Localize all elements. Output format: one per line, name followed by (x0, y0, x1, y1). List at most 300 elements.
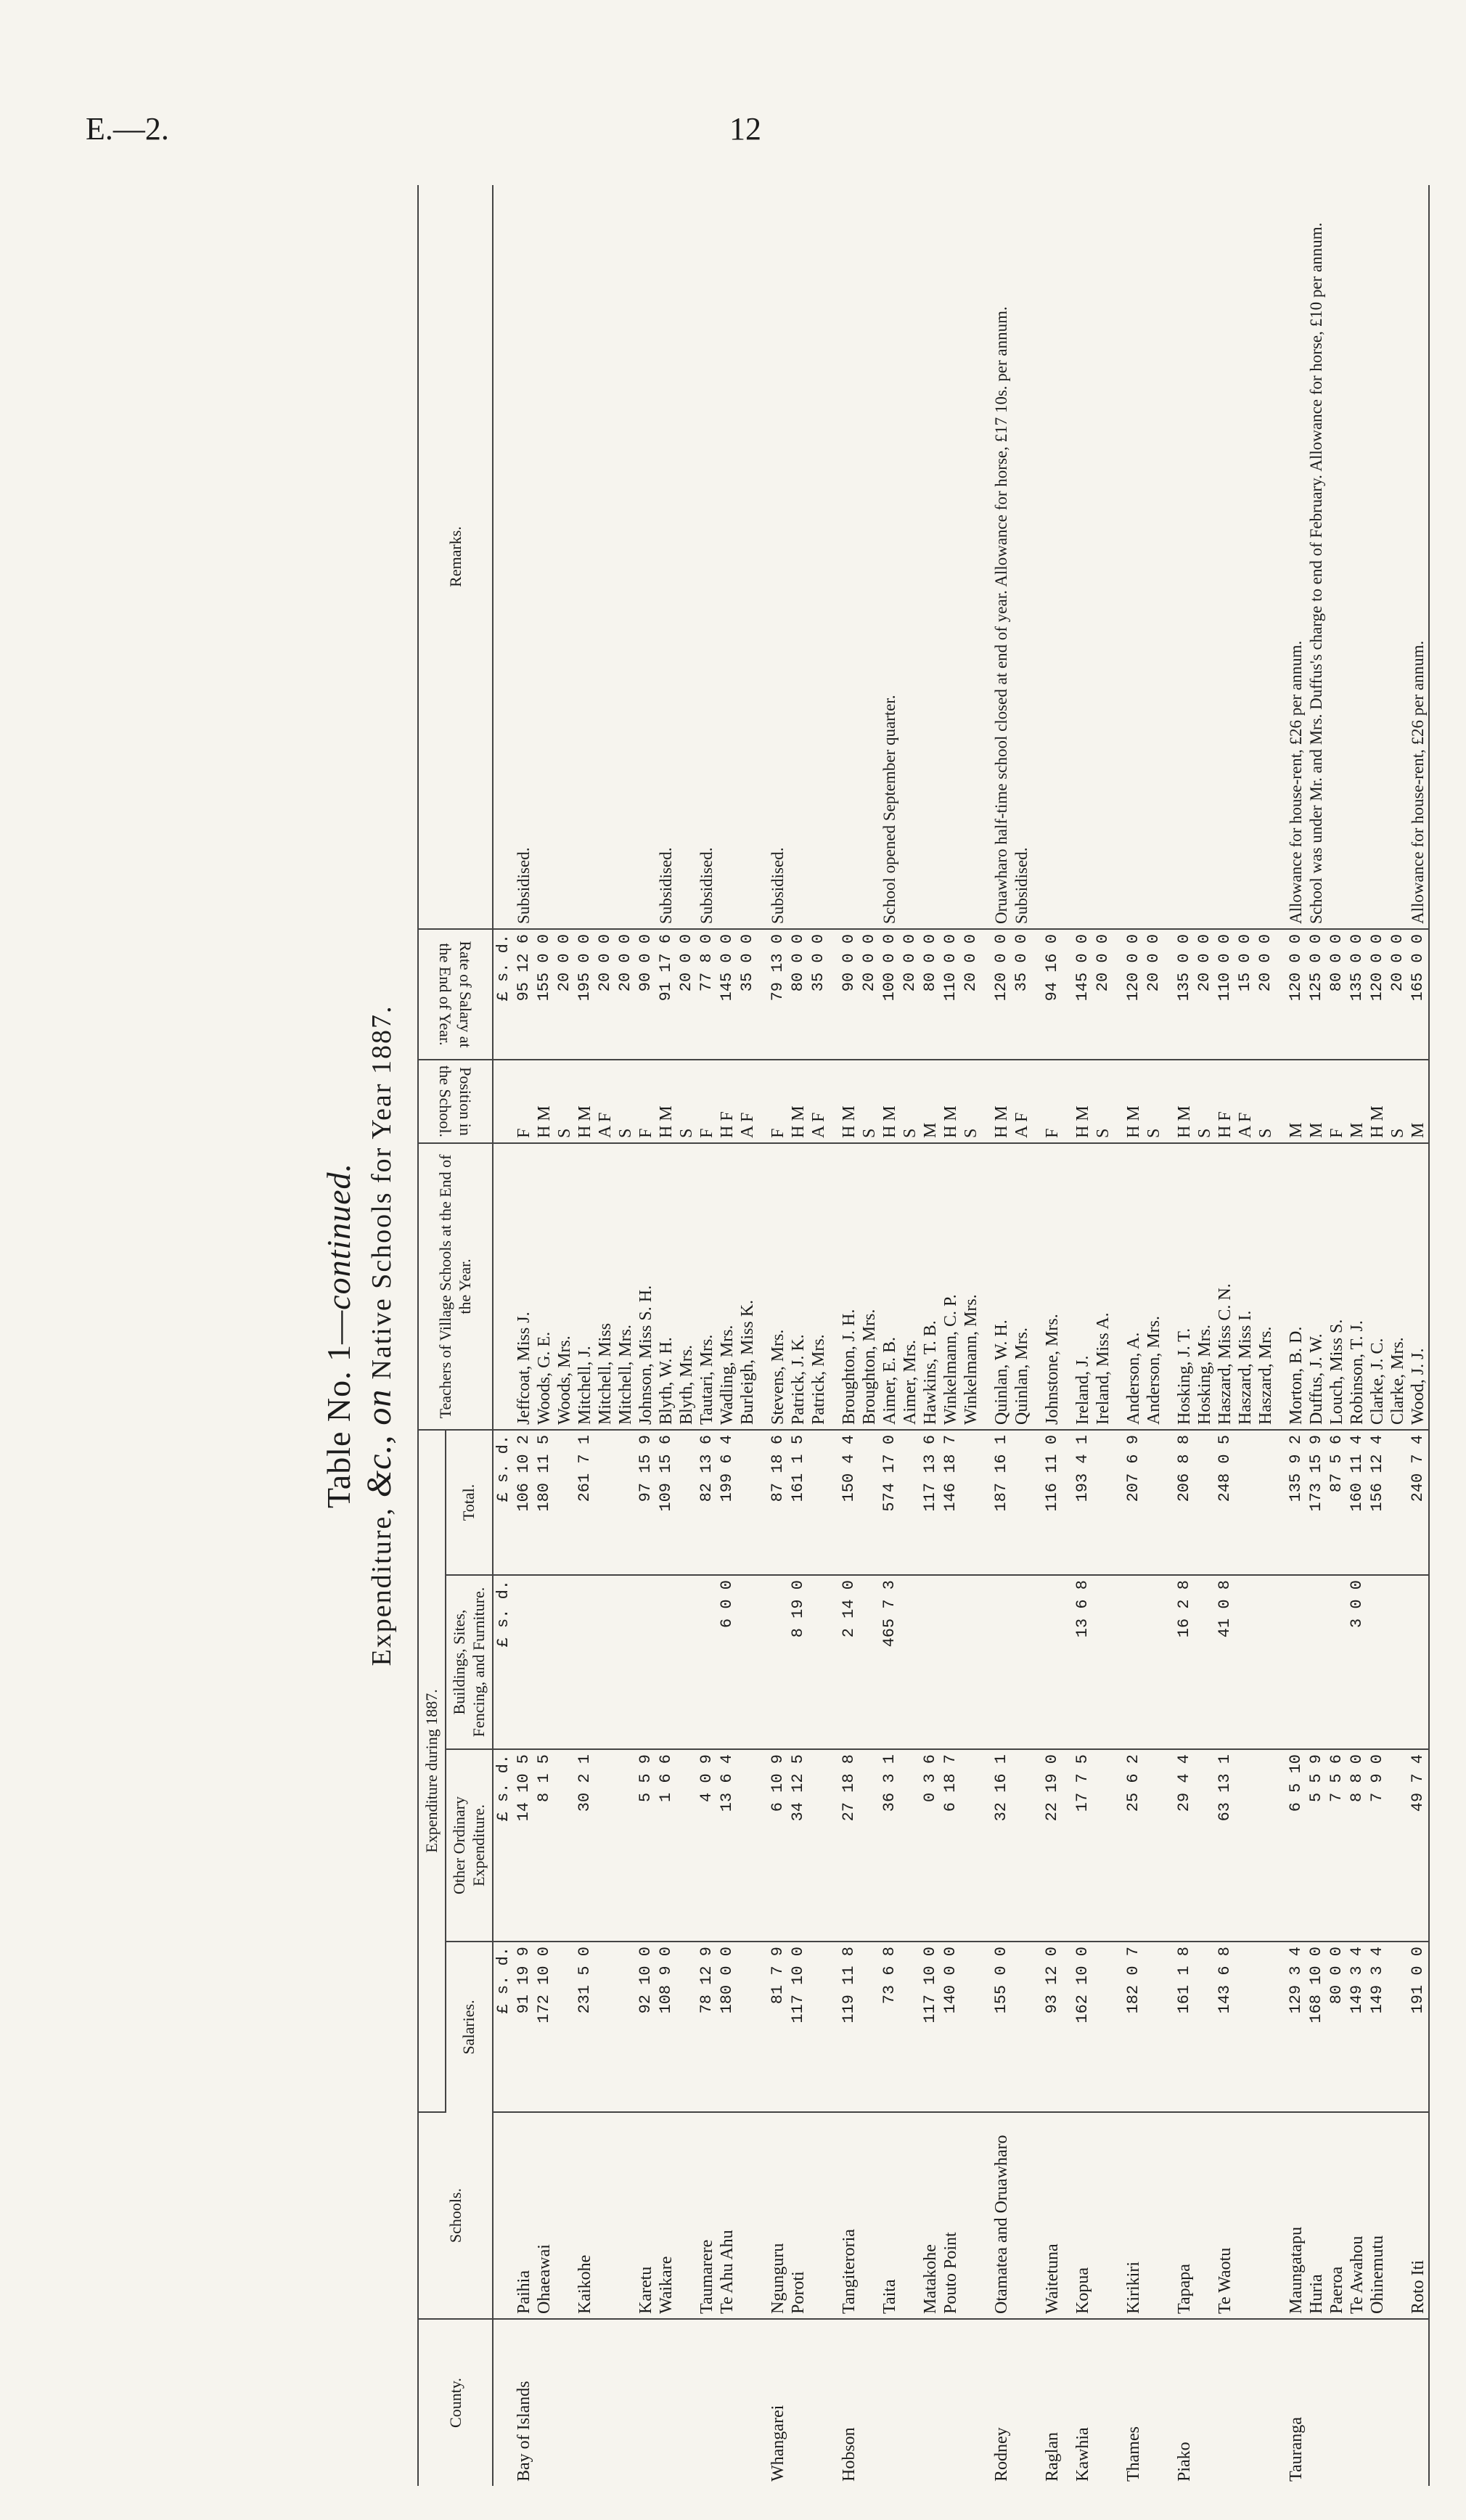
buildings-cell (1306, 1575, 1327, 1749)
county-cell (615, 2319, 636, 2486)
spacer-cell (981, 1143, 991, 1430)
school-cell: Taumarere (697, 2112, 717, 2319)
spacer-cell (1062, 1942, 1073, 2112)
spacer-cell (829, 2319, 839, 2486)
spacer-cell (758, 2112, 768, 2319)
group-spacer-row (1164, 185, 1174, 2486)
county-cell: Hobson (839, 2427, 859, 2482)
spacer-cell (829, 1143, 839, 1430)
rate-cell: 20 0 0 (859, 929, 880, 1060)
rate-cell: 20 0 0 (1195, 929, 1215, 1060)
spacer-cell (1113, 1060, 1123, 1143)
salaries-cell: 108 9 0 (656, 1942, 676, 2112)
remarks-cell (1327, 185, 1347, 929)
spacer-cell (758, 1749, 768, 1942)
total-cell (859, 1430, 880, 1575)
position-cell: A F (808, 1060, 829, 1143)
remarks-cell (1367, 185, 1388, 929)
rate-cell: 80 0 0 (788, 929, 808, 1060)
county-cell (595, 2319, 615, 2486)
table-row (1093, 185, 1113, 2486)
remarks-cell (839, 185, 859, 929)
teacher-cell: Johnstone, Mrs. (1042, 1143, 1062, 1430)
teacher-cell: Stevens, Mrs. (768, 1143, 788, 1430)
salaries-cell: 172 10 0 (534, 1942, 554, 2112)
header-other: Other Ordinary Expenditure. (446, 1749, 493, 1942)
header-rate (418, 929, 493, 1060)
other-expenditure-cell (1093, 1749, 1113, 1942)
total-cell: 207 6 9 (1123, 1430, 1144, 1575)
salaries-cell (676, 1942, 697, 2112)
school-cell: Tangiteroria (839, 2112, 859, 2319)
school-cell (554, 2112, 575, 2319)
salaries-cell (1012, 1942, 1032, 2112)
header-position-label: Position in the School. (436, 1065, 475, 1137)
table-row (1073, 185, 1093, 2486)
table-row (1042, 185, 1062, 2486)
group-spacer-row (981, 185, 991, 2486)
school-cell: Ngunguru (768, 2112, 788, 2319)
teacher-cell: Woods, Mrs. (554, 1143, 575, 1430)
rate-cell: 90 0 0 (636, 929, 656, 1060)
spacer-cell (1032, 1575, 1042, 1749)
remarks-cell: Subsidised. (768, 185, 788, 929)
table-row (1347, 185, 1367, 2486)
spacer-cell (829, 1942, 839, 2112)
remarks-cell: Subsidised. (656, 185, 676, 929)
rate-cell: 120 0 0 (1286, 929, 1306, 1060)
spacer-cell (1276, 185, 1286, 929)
table-row (1235, 185, 1256, 2486)
remarks-cell (636, 185, 656, 929)
remarks-cell (1347, 185, 1367, 929)
table-row (1408, 185, 1429, 2486)
rate-cell: 79 13 0 (768, 929, 788, 1060)
teacher-cell: Woods, G. E. (534, 1143, 554, 1430)
total-cell: 193 4 1 (1073, 1430, 1093, 1575)
school-cell: Te Ahu Ahu (717, 2112, 737, 2319)
buildings-cell (1195, 1575, 1215, 1749)
county-cell (1256, 2319, 1276, 2486)
remarks-cell (615, 185, 636, 929)
county-cell (534, 2319, 554, 2486)
salaries-cell (737, 1942, 758, 2112)
other-expenditure-cell: 27 18 8 (839, 1749, 859, 1942)
salaries-cell (595, 1942, 615, 2112)
spacer-cell (1113, 2319, 1123, 2486)
teacher-cell: Winkelmann, Mrs. (961, 1143, 981, 1430)
salaries-cell: 92 10 0 (636, 1942, 656, 2112)
spacer-cell (1164, 1749, 1174, 1942)
salaries-cell: 93 12 0 (1042, 1942, 1062, 2112)
table-row (554, 185, 575, 2486)
spacer-cell (1062, 2319, 1073, 2486)
table-row (1286, 185, 1306, 2486)
table-row (1215, 185, 1235, 2486)
rate-cell: 20 0 0 (1093, 929, 1113, 1060)
table-row (1144, 185, 1164, 2486)
teacher-cell: Winkelmann, C. P. (941, 1143, 961, 1430)
buildings-cell (697, 1575, 717, 1749)
spacer-cell (1032, 929, 1042, 1060)
spacer-cell (1032, 1430, 1042, 1575)
salaries-cell (900, 1942, 920, 2112)
spacer-cell (1113, 1430, 1123, 1575)
salaries-cell (961, 1942, 981, 2112)
other-expenditure-cell: 32 16 1 (991, 1749, 1012, 1942)
buildings-cell (1144, 1575, 1164, 1749)
spacer-cell (1164, 1143, 1174, 1430)
position-cell: F (1327, 1060, 1347, 1143)
rate-cell: 35 0 0 (1012, 929, 1032, 1060)
table-row (514, 185, 534, 2486)
salaries-cell: 91 19 9 (514, 1942, 534, 2112)
table-row (697, 185, 717, 2486)
position-cell: H M (1123, 1060, 1144, 1143)
other-expenditure-cell: 30 2 1 (575, 1749, 595, 1942)
county-cell (859, 2319, 880, 2486)
buildings-cell (514, 1575, 534, 1749)
spacer-cell (1164, 1942, 1174, 2112)
teacher-cell: Broughton, J. H. (839, 1143, 859, 1430)
table-row (1174, 185, 1195, 2486)
total-cell: 156 12 4 (1367, 1430, 1388, 1575)
other-expenditure-cell: 8 8 0 (1347, 1749, 1367, 1942)
rate-cell: 110 0 0 (1215, 929, 1235, 1060)
county-cell: Tauranga (1286, 2417, 1306, 2482)
rate-cell: 20 0 0 (595, 929, 615, 1060)
salaries-cell (1144, 1942, 1164, 2112)
total-cell: 261 7 1 (575, 1430, 595, 1575)
county-cell (1347, 2319, 1367, 2486)
position-cell: S (1195, 1060, 1215, 1143)
salaries-cell: 231 5 0 (575, 1942, 595, 2112)
total-cell: 248 0 5 (1215, 1430, 1235, 1575)
remarks-cell: Subsidised. (1012, 185, 1032, 929)
spacer-cell (1113, 2112, 1123, 2319)
position-cell: S (1144, 1060, 1164, 1143)
subtitle-mid: &c., on (360, 1388, 398, 1498)
rotated-table-area (80, 174, 1428, 2497)
buildings-cell: 465 7 3 (880, 1575, 900, 1749)
expenditure-table (417, 185, 1430, 2486)
position-cell: F (697, 1060, 717, 1143)
table-row (717, 185, 737, 2486)
teacher-cell: Haszard, Mrs. (1256, 1143, 1276, 1430)
teacher-cell: Patrick, J. K. (788, 1143, 808, 1430)
group-spacer-row (758, 185, 768, 2486)
spacer-cell (758, 185, 768, 929)
spacer-cell (758, 929, 768, 1060)
spacer-cell (1113, 185, 1123, 929)
school-cell: Kopua (1073, 2112, 1093, 2319)
teacher-cell: Burleigh, Miss K. (737, 1143, 758, 1430)
county-cell (1235, 2319, 1256, 2486)
total-cell: 82 13 6 (697, 1430, 717, 1575)
teacher-cell: Jeffcoat, Miss J. (514, 1143, 534, 1430)
buildings-cell (534, 1575, 554, 1749)
other-expenditure-cell: 13 6 4 (717, 1749, 737, 1942)
spacer-cell (981, 1430, 991, 1575)
school-cell: Ohaeawai (534, 2112, 554, 2319)
position-cell: S (1388, 1060, 1408, 1143)
teacher-cell: Tautari, Mrs. (697, 1143, 717, 1430)
spacer-cell (1164, 185, 1174, 929)
salaries-cell (1093, 1942, 1113, 2112)
school-cell (1235, 2112, 1256, 2319)
spacer-cell (1062, 929, 1073, 1060)
other-expenditure-cell: 6 10 9 (768, 1749, 788, 1942)
county-cell (554, 2319, 575, 2486)
position-cell: A F (1012, 1060, 1032, 1143)
spacer-cell (1062, 185, 1073, 929)
rate-cell: 94 16 0 (1042, 929, 1062, 1060)
rate-cell: 165 0 0 (1408, 929, 1429, 1060)
rate-cell: 15 0 0 (1235, 929, 1256, 1060)
total-cell (595, 1430, 615, 1575)
buildings-cell (859, 1575, 880, 1749)
rate-cell: 120 0 0 (991, 929, 1012, 1060)
school-cell: Te Awahou (1347, 2112, 1367, 2319)
county-cell (1367, 2319, 1388, 2486)
school-cell (1195, 2112, 1215, 2319)
rate-cell: 20 0 0 (900, 929, 920, 1060)
rate-cell: 91 17 6 (656, 929, 676, 1060)
spacer-cell (758, 1143, 768, 1430)
spacer-cell (1276, 1942, 1286, 2112)
teacher-cell: Mitchell, J. (575, 1143, 595, 1430)
spacer-cell (1113, 1749, 1123, 1942)
spacer-cell (758, 2319, 768, 2486)
position-cell: A F (737, 1060, 758, 1143)
remarks-cell: School was under Mr. and Mrs. Duffus's charge to end of February. Allowance for horse, £10 per annum. (1306, 185, 1327, 929)
school-cell: Roto Iti (1408, 2112, 1429, 2319)
teacher-cell: Mitchell, Mrs. (615, 1143, 636, 1430)
header-row-1 (418, 185, 446, 2486)
buildings-cell: 16 2 8 (1174, 1575, 1195, 1749)
table-row (900, 185, 920, 2486)
table-row (961, 185, 981, 2486)
remarks-cell (737, 185, 758, 929)
remarks-cell (961, 185, 981, 929)
spacer-cell (1276, 1143, 1286, 1430)
position-cell: A F (1235, 1060, 1256, 1143)
rate-cell: 20 0 0 (615, 929, 636, 1060)
table-row (941, 185, 961, 2486)
other-expenditure-cell (900, 1749, 920, 1942)
teacher-cell: Quinlan, W. H. (991, 1143, 1012, 1430)
salaries-cell: 149 3 4 (1347, 1942, 1367, 2112)
buildings-cell (1256, 1575, 1276, 1749)
rate-cell: 100 0 0 (880, 929, 900, 1060)
table-row (1388, 185, 1408, 2486)
rate-cell: 35 0 0 (808, 929, 829, 1060)
salaries-cell: 155 0 0 (991, 1942, 1012, 2112)
position-cell: H M (575, 1060, 595, 1143)
other-expenditure-cell: 5 5 9 (636, 1749, 656, 1942)
total-cell (1388, 1430, 1408, 1575)
spacer-cell (1062, 2112, 1073, 2319)
page-reference: E.—2. (86, 111, 169, 147)
position-cell: S (859, 1060, 880, 1143)
total-cell: 161 1 5 (788, 1430, 808, 1575)
spacer-cell (981, 1749, 991, 1942)
other-expenditure-cell (554, 1749, 575, 1942)
teacher-cell: Aimer, Mrs. (900, 1143, 920, 1430)
total-cell: 87 18 6 (768, 1430, 788, 1575)
county-cell (1306, 2319, 1327, 2486)
other-expenditure-cell: 17 7 5 (1073, 1749, 1093, 1942)
table-row (575, 185, 595, 2486)
units-other: £ s. d. (493, 1749, 514, 1942)
units-cell-remarks (493, 185, 514, 929)
salaries-cell (615, 1942, 636, 2112)
teacher-cell: Robinson, T. J. (1347, 1143, 1367, 1430)
teacher-cell: Morton, B. D. (1286, 1143, 1306, 1430)
group-spacer-row (1113, 185, 1123, 2486)
spacer-cell (1164, 1430, 1174, 1575)
buildings-cell: 13 6 8 (1073, 1575, 1093, 1749)
other-expenditure-cell (859, 1749, 880, 1942)
school-cell: Waitetuna (1042, 2112, 1062, 2319)
school-cell (1388, 2112, 1408, 2319)
spacer-cell (758, 1942, 768, 2112)
salaries-cell: 168 10 0 (1306, 1942, 1327, 2112)
spacer-cell (981, 1575, 991, 1749)
remarks-cell (1093, 185, 1113, 929)
other-expenditure-cell: 14 10 5 (514, 1749, 534, 1942)
table-row (839, 185, 859, 2486)
position-cell: M (1408, 1060, 1429, 1143)
salaries-cell (1388, 1942, 1408, 2112)
header-total: Total. (446, 1430, 493, 1575)
county-cell (1388, 2319, 1408, 2486)
buildings-cell (1286, 1575, 1306, 1749)
buildings-cell: 41 0 8 (1215, 1575, 1235, 1749)
spacer-cell (1032, 2319, 1042, 2486)
position-cell: S (615, 1060, 636, 1143)
buildings-cell (575, 1575, 595, 1749)
salaries-cell (859, 1942, 880, 2112)
other-expenditure-cell (1012, 1749, 1032, 1942)
spacer-cell (758, 1575, 768, 1749)
header-rate-label: Rate of Salary at the End of Year. (436, 941, 475, 1048)
table-row (1195, 185, 1215, 2486)
county-cell (697, 2319, 717, 2486)
other-expenditure-cell: 7 5 6 (1327, 1749, 1347, 1942)
spacer-cell (1032, 1143, 1042, 1430)
total-cell (1144, 1430, 1164, 1575)
spacer-cell (1113, 1143, 1123, 1430)
school-cell: Kaikohe (575, 2112, 595, 2319)
position-cell: H M (1367, 1060, 1388, 1143)
remarks-cell (941, 185, 961, 929)
county-cell (880, 2319, 900, 2486)
total-cell: 206 8 8 (1174, 1430, 1195, 1575)
remarks-cell (1388, 185, 1408, 929)
county-cell (636, 2319, 656, 2486)
school-cell: Paihia (514, 2112, 534, 2319)
spacer-cell (1062, 1430, 1073, 1575)
spacer-cell (1113, 1575, 1123, 1749)
units-rate: £ s. d. (493, 929, 514, 1060)
table-row (788, 185, 808, 2486)
county-cell (941, 2319, 961, 2486)
header-expenditure: Expenditure during 1887. (418, 1430, 446, 2112)
subtitle-lead: Expenditure, (366, 1507, 397, 1666)
salaries-cell (554, 1942, 575, 2112)
table-row (859, 185, 880, 2486)
spacer-cell (1113, 1942, 1123, 2112)
spacer-cell (1276, 1060, 1286, 1143)
spacer-cell (1032, 185, 1042, 929)
remarks-cell (900, 185, 920, 929)
position-cell: M (1286, 1060, 1306, 1143)
remarks-cell (1042, 185, 1062, 929)
teacher-cell: Hosking, Mrs. (1195, 1143, 1215, 1430)
table-row (737, 185, 758, 2486)
county-cell (676, 2319, 697, 2486)
position-cell: H M (788, 1060, 808, 1143)
spacer-cell (981, 1060, 991, 1143)
county-cell (788, 2319, 808, 2486)
buildings-cell (1012, 1575, 1032, 1749)
school-cell (737, 2112, 758, 2319)
position-cell: F (768, 1060, 788, 1143)
rate-cell: 90 0 0 (839, 929, 859, 1060)
rate-cell: 80 0 0 (1327, 929, 1347, 1060)
other-expenditure-cell: 49 7 4 (1408, 1749, 1429, 1942)
buildings-cell (808, 1575, 829, 1749)
school-cell: Otamatea and Oruawharo (991, 2112, 1012, 2319)
teacher-cell: Louch, Miss S. (1327, 1143, 1347, 1430)
group-spacer-row (1062, 185, 1073, 2486)
position-cell: H M (941, 1060, 961, 1143)
buildings-cell (900, 1575, 920, 1749)
total-cell: 199 6 4 (717, 1430, 737, 1575)
position-cell: S (1093, 1060, 1113, 1143)
rate-cell: 145 0 0 (1073, 929, 1093, 1060)
school-cell: Karetu (636, 2112, 656, 2319)
total-cell: 135 9 2 (1286, 1430, 1306, 1575)
rate-cell: 20 0 0 (1256, 929, 1276, 1060)
other-expenditure-cell (595, 1749, 615, 1942)
other-expenditure-cell (737, 1749, 758, 1942)
county-cell (808, 2319, 829, 2486)
buildings-cell (768, 1575, 788, 1749)
position-cell: F (1042, 1060, 1062, 1143)
remarks-cell (1256, 185, 1276, 929)
other-expenditure-cell: 63 13 1 (1215, 1749, 1235, 1942)
position-cell: H M (1073, 1060, 1093, 1143)
school-cell (1012, 2112, 1032, 2319)
salaries-cell: 80 0 0 (1327, 1942, 1347, 2112)
teacher-cell: Ireland, J. (1073, 1143, 1093, 1430)
other-expenditure-cell: 8 1 5 (534, 1749, 554, 1942)
spacer-cell (1164, 929, 1174, 1060)
other-expenditure-cell (1388, 1749, 1408, 1942)
table-row (1306, 185, 1327, 2486)
remarks-cell (717, 185, 737, 929)
rate-cell: 20 0 0 (554, 929, 575, 1060)
total-cell: 173 15 9 (1306, 1430, 1327, 1575)
total-cell (737, 1430, 758, 1575)
position-cell: H M (656, 1060, 676, 1143)
school-cell (1093, 2112, 1113, 2319)
school-cell (615, 2112, 636, 2319)
spacer-cell (1032, 1942, 1042, 2112)
table-body (493, 185, 1429, 2486)
